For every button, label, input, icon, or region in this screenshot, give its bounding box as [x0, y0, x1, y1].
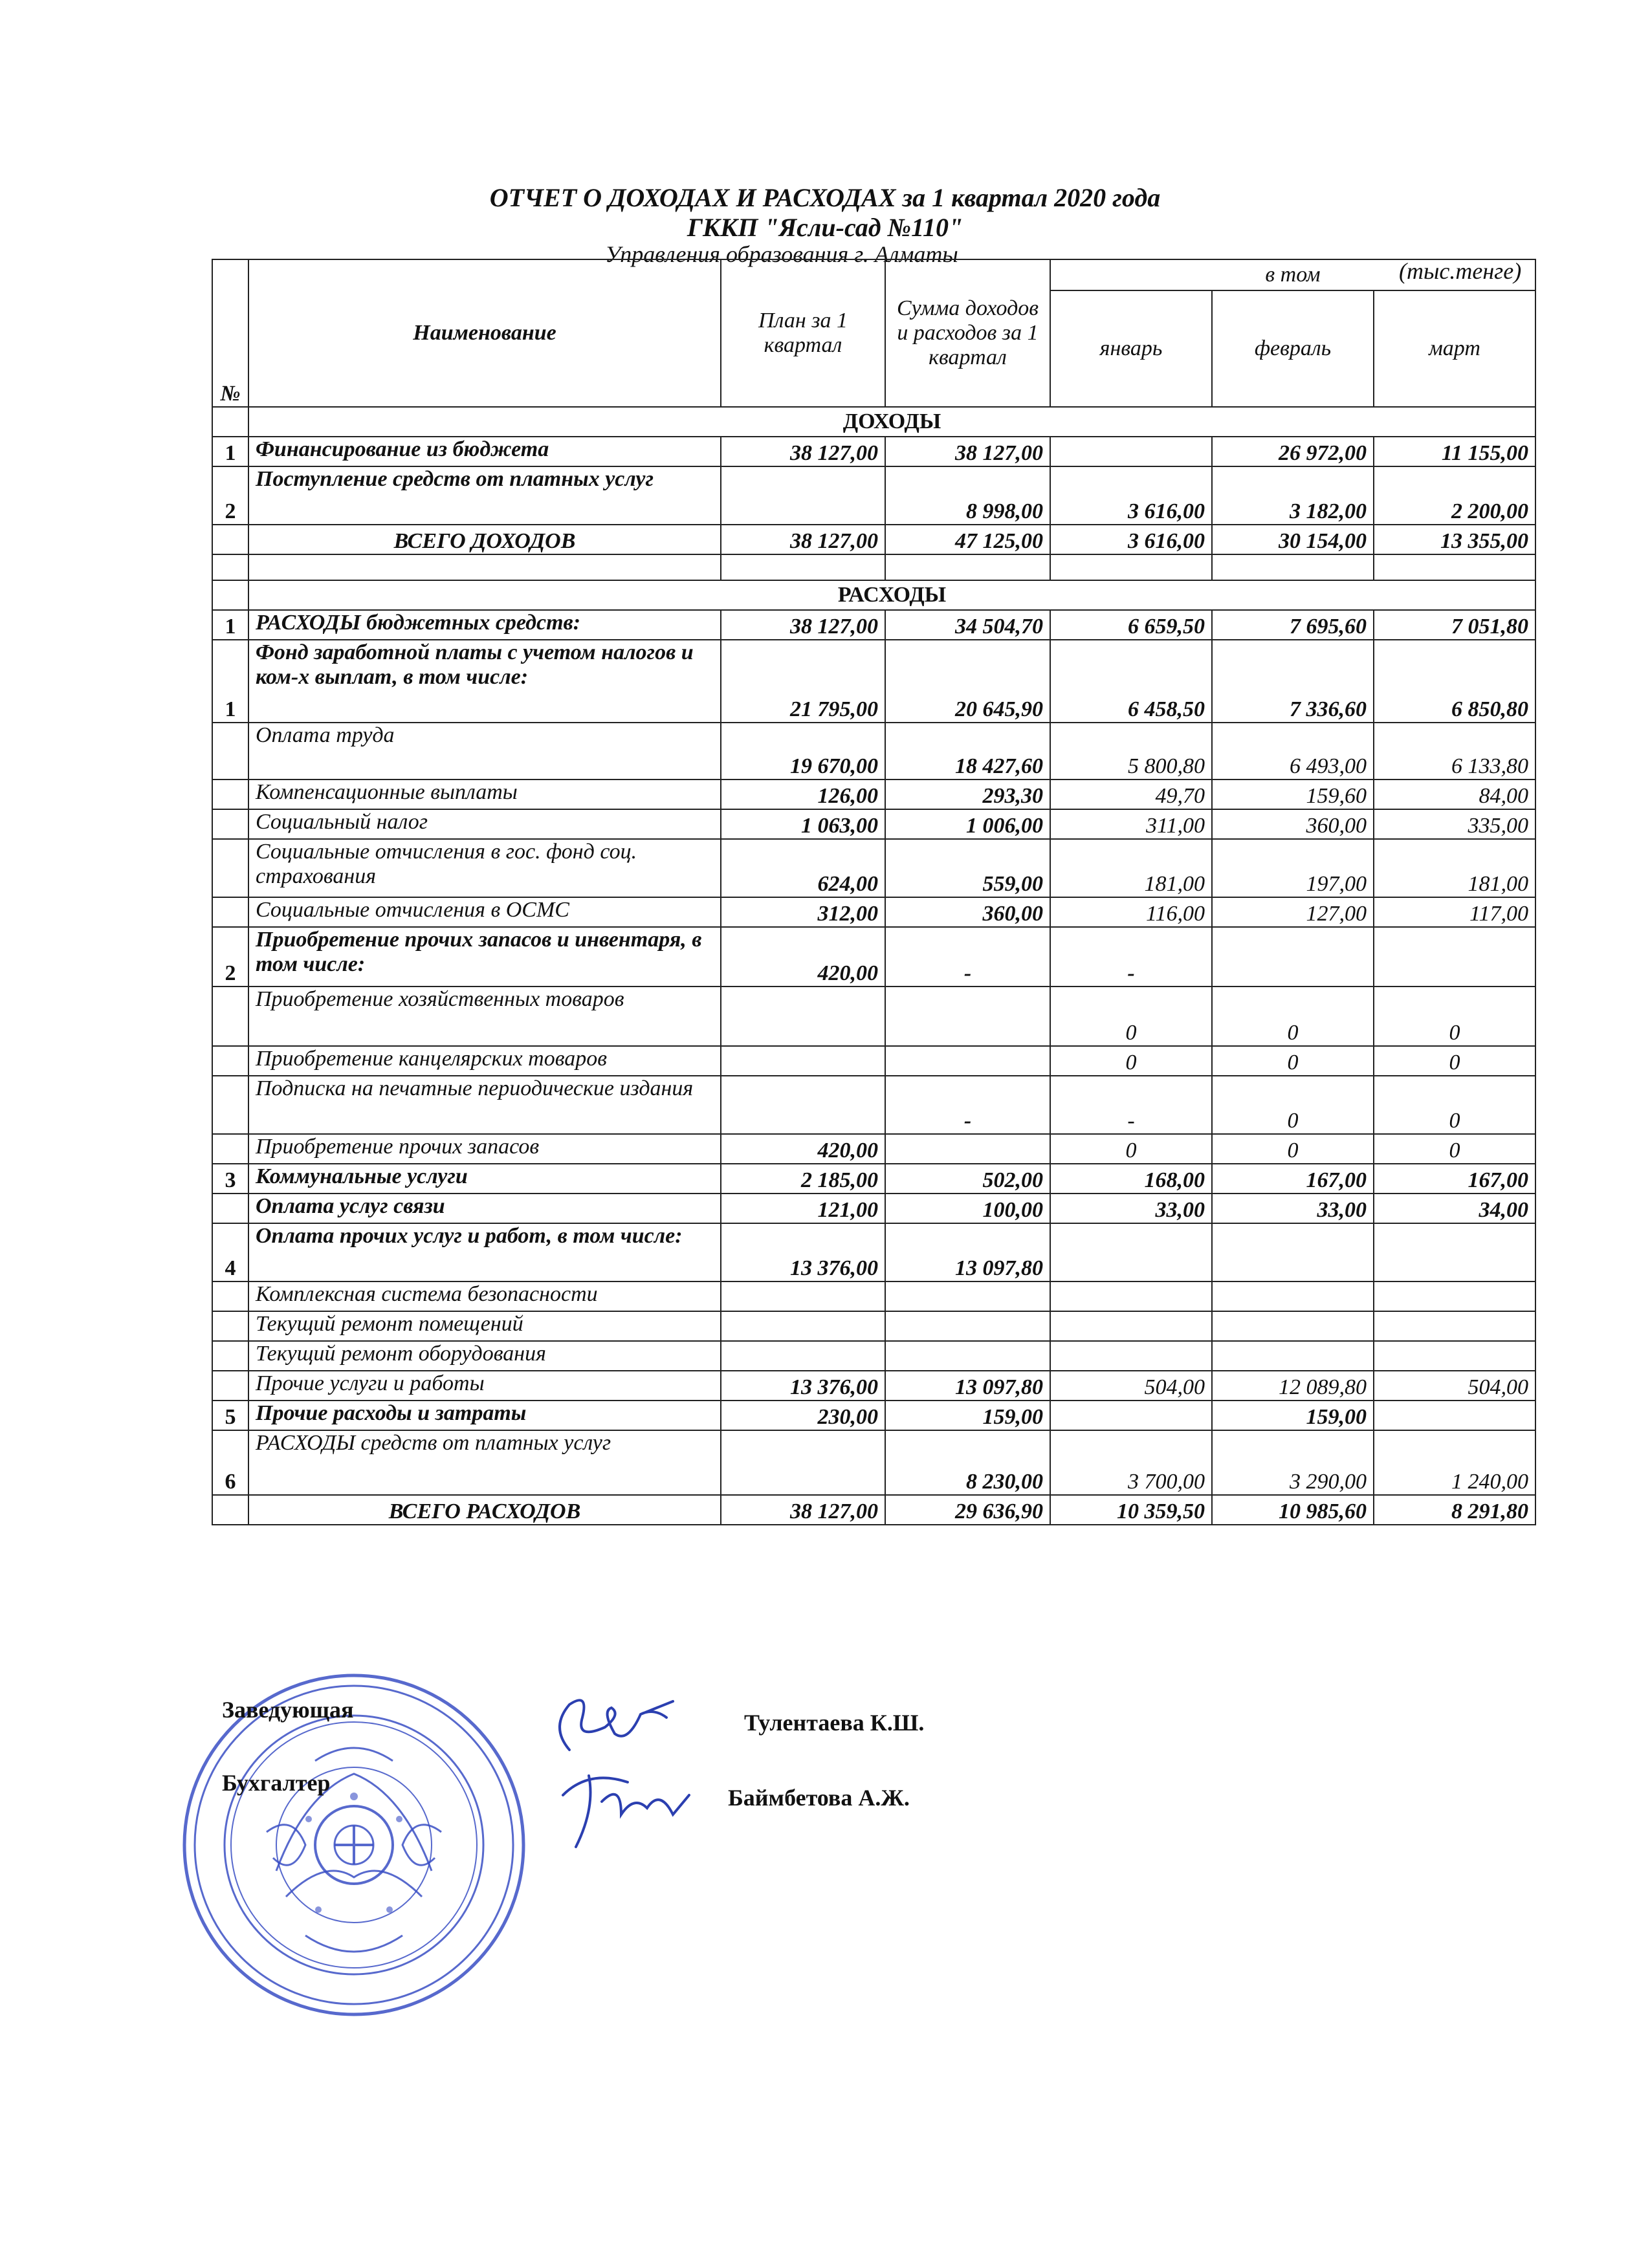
cell-plan: 420,00 — [721, 1134, 885, 1164]
table-row — [212, 1076, 1535, 1134]
row-name: Текущий ремонт оборудования — [248, 1341, 721, 1371]
row-name: Поступление средств от платных услуг — [248, 466, 721, 525]
cell-plan: 624,00 — [721, 839, 885, 897]
head-name: Тулентаева К.Ш. — [744, 1710, 925, 1736]
total-mar: 13 355,00 — [1374, 525, 1535, 554]
cell-feb: 6 493,00 — [1212, 723, 1374, 780]
row-name: Оплата труда — [248, 723, 721, 780]
row-name: Прочие услуги и работы — [248, 1371, 721, 1401]
cell-jan: 49,70 — [1050, 780, 1212, 809]
table-row — [212, 1223, 1535, 1281]
cell-sum: 20 645,90 — [885, 640, 1050, 723]
row-name: Социальные отчисления в ОСМС — [248, 897, 721, 927]
row-number: 1 — [212, 610, 248, 640]
cell-sum — [885, 1134, 1050, 1164]
cell-jan: 5 800,80 — [1050, 723, 1212, 780]
cell-feb — [1212, 927, 1374, 987]
cell-feb — [1212, 1341, 1374, 1371]
table-row — [212, 1311, 1535, 1341]
cell-feb: 197,00 — [1212, 839, 1374, 897]
cell-sum — [885, 1281, 1050, 1311]
cell-mar: 0 — [1374, 1046, 1535, 1076]
cell-sum: 159,00 — [885, 1401, 1050, 1430]
cell-feb: 3 182,00 — [1212, 466, 1374, 525]
row-number — [212, 1134, 248, 1164]
col-plan: План за 1 квартал — [721, 259, 885, 407]
cell-plan — [721, 987, 885, 1046]
cell-sum: 13 097,80 — [885, 1371, 1050, 1401]
cell-jan: 6 458,50 — [1050, 640, 1212, 723]
report-title: ОТЧЕТ О ДОХОДАХ И РАСХОДАХ за 1 квартал 2020 года — [489, 183, 1161, 212]
row-name: РАСХОДЫ бюджетных средств: — [248, 610, 721, 640]
table-row — [212, 927, 1535, 987]
cell-plan: 38 127,00 — [721, 437, 885, 466]
cell-jan: 3 700,00 — [1050, 1430, 1212, 1495]
total-jan: 10 359,50 — [1050, 1495, 1212, 1525]
cell-feb: 0 — [1212, 1046, 1374, 1076]
cell-jan — [1050, 1281, 1212, 1311]
row-name: РАСХОДЫ средств от платных услуг — [248, 1430, 721, 1495]
cell-mar: 117,00 — [1374, 897, 1535, 927]
total-feb: 10 985,60 — [1212, 1495, 1374, 1525]
row-number — [212, 839, 248, 897]
row-number — [212, 1311, 248, 1341]
cell-mar — [1374, 1341, 1535, 1371]
table-row — [212, 987, 1535, 1046]
row-number: 6 — [212, 1430, 248, 1495]
total-feb: 30 154,00 — [1212, 525, 1374, 554]
col-jan: январь — [1050, 290, 1212, 407]
cell-feb: 7 695,60 — [1212, 610, 1374, 640]
cell-plan: 312,00 — [721, 897, 885, 927]
cell-plan: 19 670,00 — [721, 723, 885, 780]
row-name: Оплата услуг связи — [248, 1194, 721, 1223]
cell-jan: 0 — [1050, 1046, 1212, 1076]
cell-sum: 18 427,60 — [885, 723, 1050, 780]
row-number — [212, 723, 248, 780]
table-row — [212, 610, 1535, 640]
total-sum: 47 125,00 — [885, 525, 1050, 554]
table-row — [212, 1164, 1535, 1194]
cell-feb: 159,60 — [1212, 780, 1374, 809]
cell-mar: 34,00 — [1374, 1194, 1535, 1223]
cell-feb — [1212, 1311, 1374, 1341]
cell-plan: 126,00 — [721, 780, 885, 809]
cell-jan: 504,00 — [1050, 1371, 1212, 1401]
cell-plan — [721, 1311, 885, 1341]
total-plan: 38 127,00 — [721, 525, 885, 554]
table-row — [212, 809, 1535, 839]
row-number: 5 — [212, 1401, 248, 1430]
row-number: 1 — [212, 437, 248, 466]
cell-jan — [1050, 1341, 1212, 1371]
department-caption: Управления образования г. Алматы — [605, 241, 958, 267]
row-number — [212, 809, 248, 839]
cell-feb: 360,00 — [1212, 809, 1374, 839]
row-name: Приобретение прочих запасов и инвентаря, в том числе: — [248, 927, 721, 987]
row-name: Фонд заработной платы с учетом налогов и ком-х выплат, в том числе: — [248, 640, 721, 723]
row-number — [212, 1281, 248, 1311]
cell-feb — [1212, 1281, 1374, 1311]
row-name: Прочие расходы и затраты — [248, 1401, 721, 1430]
table-row — [212, 1371, 1535, 1401]
total-jan: 3 616,00 — [1050, 525, 1212, 554]
spacer-row — [212, 554, 1535, 580]
cell-mar — [1374, 1281, 1535, 1311]
cell-mar: 504,00 — [1374, 1371, 1535, 1401]
cell-plan: 13 376,00 — [721, 1223, 885, 1281]
cell-plan: 420,00 — [721, 927, 885, 987]
cell-jan: 311,00 — [1050, 809, 1212, 839]
cell-jan: 33,00 — [1050, 1194, 1212, 1223]
col-name: Наименование — [248, 259, 721, 407]
cell-plan — [721, 1430, 885, 1495]
table-row — [212, 466, 1535, 525]
cell-mar: 7 051,80 — [1374, 610, 1535, 640]
cell-jan — [1050, 1223, 1212, 1281]
cell-sum: - — [885, 927, 1050, 987]
row-name: Приобретение хозяйственных товаров — [248, 987, 721, 1046]
cell-mar: 0 — [1374, 1076, 1535, 1134]
cell-plan: 38 127,00 — [721, 610, 885, 640]
col-no: № — [212, 259, 248, 407]
expenses-section-title: РАСХОДЫ — [248, 580, 1535, 610]
cell-sum — [885, 1311, 1050, 1341]
cell-feb: 127,00 — [1212, 897, 1374, 927]
cell-sum: 293,30 — [885, 780, 1050, 809]
cell-mar — [1374, 1223, 1535, 1281]
table-row — [212, 723, 1535, 780]
total-plan: 38 127,00 — [721, 1495, 885, 1525]
cell-mar — [1374, 1311, 1535, 1341]
cell-feb — [1212, 1223, 1374, 1281]
cell-mar — [1374, 1401, 1535, 1430]
cell-feb: 167,00 — [1212, 1164, 1374, 1194]
cell-mar: 0 — [1374, 1134, 1535, 1164]
cell-jan: 116,00 — [1050, 897, 1212, 927]
cell-plan — [721, 1076, 885, 1134]
row-number — [212, 1194, 248, 1223]
cell-jan: - — [1050, 1076, 1212, 1134]
total-row — [212, 525, 1535, 554]
row-name: Социальный налог — [248, 809, 721, 839]
cell-sum: 502,00 — [885, 1164, 1050, 1194]
total-row — [212, 1495, 1535, 1525]
accountant-signature — [550, 1756, 699, 1853]
table-row — [212, 1134, 1535, 1164]
cell-sum — [885, 1046, 1050, 1076]
cell-sum: 34 504,70 — [885, 610, 1050, 640]
accountant-name: Баймбетова А.Ж. — [728, 1785, 910, 1811]
cell-mar: 335,00 — [1374, 809, 1535, 839]
cell-sum: 38 127,00 — [885, 437, 1050, 466]
cell-jan: - — [1050, 927, 1212, 987]
row-number — [212, 780, 248, 809]
cell-plan: 2 185,00 — [721, 1164, 885, 1194]
cell-feb: 0 — [1212, 1134, 1374, 1164]
head-signature — [544, 1688, 699, 1760]
cell-feb: 159,00 — [1212, 1401, 1374, 1430]
cell-sum — [885, 987, 1050, 1046]
row-number: 3 — [212, 1164, 248, 1194]
cell-jan: 0 — [1050, 987, 1212, 1046]
total-name: ВСЕГО ДОХОДОВ — [248, 525, 721, 554]
cell-mar: 181,00 — [1374, 839, 1535, 897]
table-row — [212, 1281, 1535, 1311]
table-row — [212, 780, 1535, 809]
row-number — [212, 1371, 248, 1401]
cell-sum: 360,00 — [885, 897, 1050, 927]
cell-jan — [1050, 437, 1212, 466]
row-number — [212, 1341, 248, 1371]
row-number: 1 — [212, 640, 248, 723]
table-row — [212, 839, 1535, 897]
income-section-title: ДОХОДЫ — [248, 407, 1535, 437]
table-row — [212, 1401, 1535, 1430]
table-row — [212, 640, 1535, 723]
report-body — [212, 407, 1535, 1525]
cell-mar: 2 200,00 — [1374, 466, 1535, 525]
cell-jan: 0 — [1050, 1134, 1212, 1164]
row-number — [212, 897, 248, 927]
total-name: ВСЕГО РАСХОДОВ — [248, 1495, 721, 1525]
cell-mar: 1 240,00 — [1374, 1430, 1535, 1495]
col-feb: февраль — [1212, 290, 1374, 407]
row-name: Приобретение прочих запасов — [248, 1134, 721, 1164]
row-number — [212, 1046, 248, 1076]
cell-sum: 13 097,80 — [885, 1223, 1050, 1281]
cell-mar — [1374, 927, 1535, 987]
cell-mar: 167,00 — [1374, 1164, 1535, 1194]
cell-feb: 26 972,00 — [1212, 437, 1374, 466]
cell-plan — [721, 466, 885, 525]
cell-mar: 6 850,80 — [1374, 640, 1535, 723]
cell-jan — [1050, 1311, 1212, 1341]
table-row — [212, 1194, 1535, 1223]
cell-feb: 0 — [1212, 1076, 1374, 1134]
cell-feb: 7 336,60 — [1212, 640, 1374, 723]
row-name: Оплата прочих услуг и работ, в том числе: — [248, 1223, 721, 1281]
row-number — [212, 987, 248, 1046]
cell-jan: 168,00 — [1050, 1164, 1212, 1194]
row-name: Комплексная система безопасности — [248, 1281, 721, 1311]
cell-plan: 21 795,00 — [721, 640, 885, 723]
cell-jan — [1050, 1401, 1212, 1430]
cell-feb: 33,00 — [1212, 1194, 1374, 1223]
col-mar: март — [1374, 290, 1535, 407]
col-sum: Сумма доходов и расходов за 1 квартал — [885, 259, 1050, 407]
row-number: 2 — [212, 927, 248, 987]
cell-jan: 6 659,50 — [1050, 610, 1212, 640]
cell-plan: 121,00 — [721, 1194, 885, 1223]
cell-feb: 12 089,80 — [1212, 1371, 1374, 1401]
cell-mar: 11 155,00 — [1374, 437, 1535, 466]
row-name: Компенсационные выплаты — [248, 780, 721, 809]
table-row — [212, 1046, 1535, 1076]
cell-feb: 0 — [1212, 987, 1374, 1046]
table-row — [212, 437, 1535, 466]
row-name: Финансирование из бюджета — [248, 437, 721, 466]
cell-sum: 8 230,00 — [885, 1430, 1050, 1495]
cell-plan: 13 376,00 — [721, 1371, 885, 1401]
accountant-label: Бухгалтер — [222, 1770, 331, 1796]
expenses-section-row — [212, 580, 1535, 610]
row-number: 2 — [212, 466, 248, 525]
head-label: Заведующая — [222, 1697, 354, 1723]
row-name: Приобретение канцелярских товаров — [248, 1046, 721, 1076]
cell-feb: 3 290,00 — [1212, 1430, 1374, 1495]
report-table — [212, 259, 1536, 1525]
organization-title: ГККП "Ясли-сад №110" — [687, 213, 963, 242]
cell-mar: 6 133,80 — [1374, 723, 1535, 780]
row-name: Подписка на печатные периодические издания — [248, 1076, 721, 1134]
row-number: 4 — [212, 1223, 248, 1281]
cell-sum: - — [885, 1076, 1050, 1134]
units-caption: (тыс.тенге) — [1399, 258, 1522, 284]
row-number — [212, 1076, 248, 1134]
row-name: Текущий ремонт помещений — [248, 1311, 721, 1341]
total-sum: 29 636,90 — [885, 1495, 1050, 1525]
cell-sum: 1 006,00 — [885, 809, 1050, 839]
cell-plan — [721, 1281, 885, 1311]
row-name: Социальные отчисления в гос. фонд соц. страхования — [248, 839, 721, 897]
cell-sum — [885, 1341, 1050, 1371]
cell-plan — [721, 1341, 885, 1371]
income-section-row — [212, 407, 1535, 437]
cell-jan: 3 616,00 — [1050, 466, 1212, 525]
cell-sum: 100,00 — [885, 1194, 1050, 1223]
cell-mar: 84,00 — [1374, 780, 1535, 809]
cell-plan: 230,00 — [721, 1401, 885, 1430]
cell-plan — [721, 1046, 885, 1076]
cell-mar: 0 — [1374, 987, 1535, 1046]
total-mar: 8 291,80 — [1374, 1495, 1535, 1525]
table-row — [212, 1430, 1535, 1495]
cell-plan: 1 063,00 — [721, 809, 885, 839]
cell-sum: 559,00 — [885, 839, 1050, 897]
table-row — [212, 1341, 1535, 1371]
col-in-which: в том — [1050, 259, 1535, 290]
cell-jan: 181,00 — [1050, 839, 1212, 897]
cell-sum: 8 998,00 — [885, 466, 1050, 525]
row-name: Коммунальные услуги — [248, 1164, 721, 1194]
table-row — [212, 897, 1535, 927]
